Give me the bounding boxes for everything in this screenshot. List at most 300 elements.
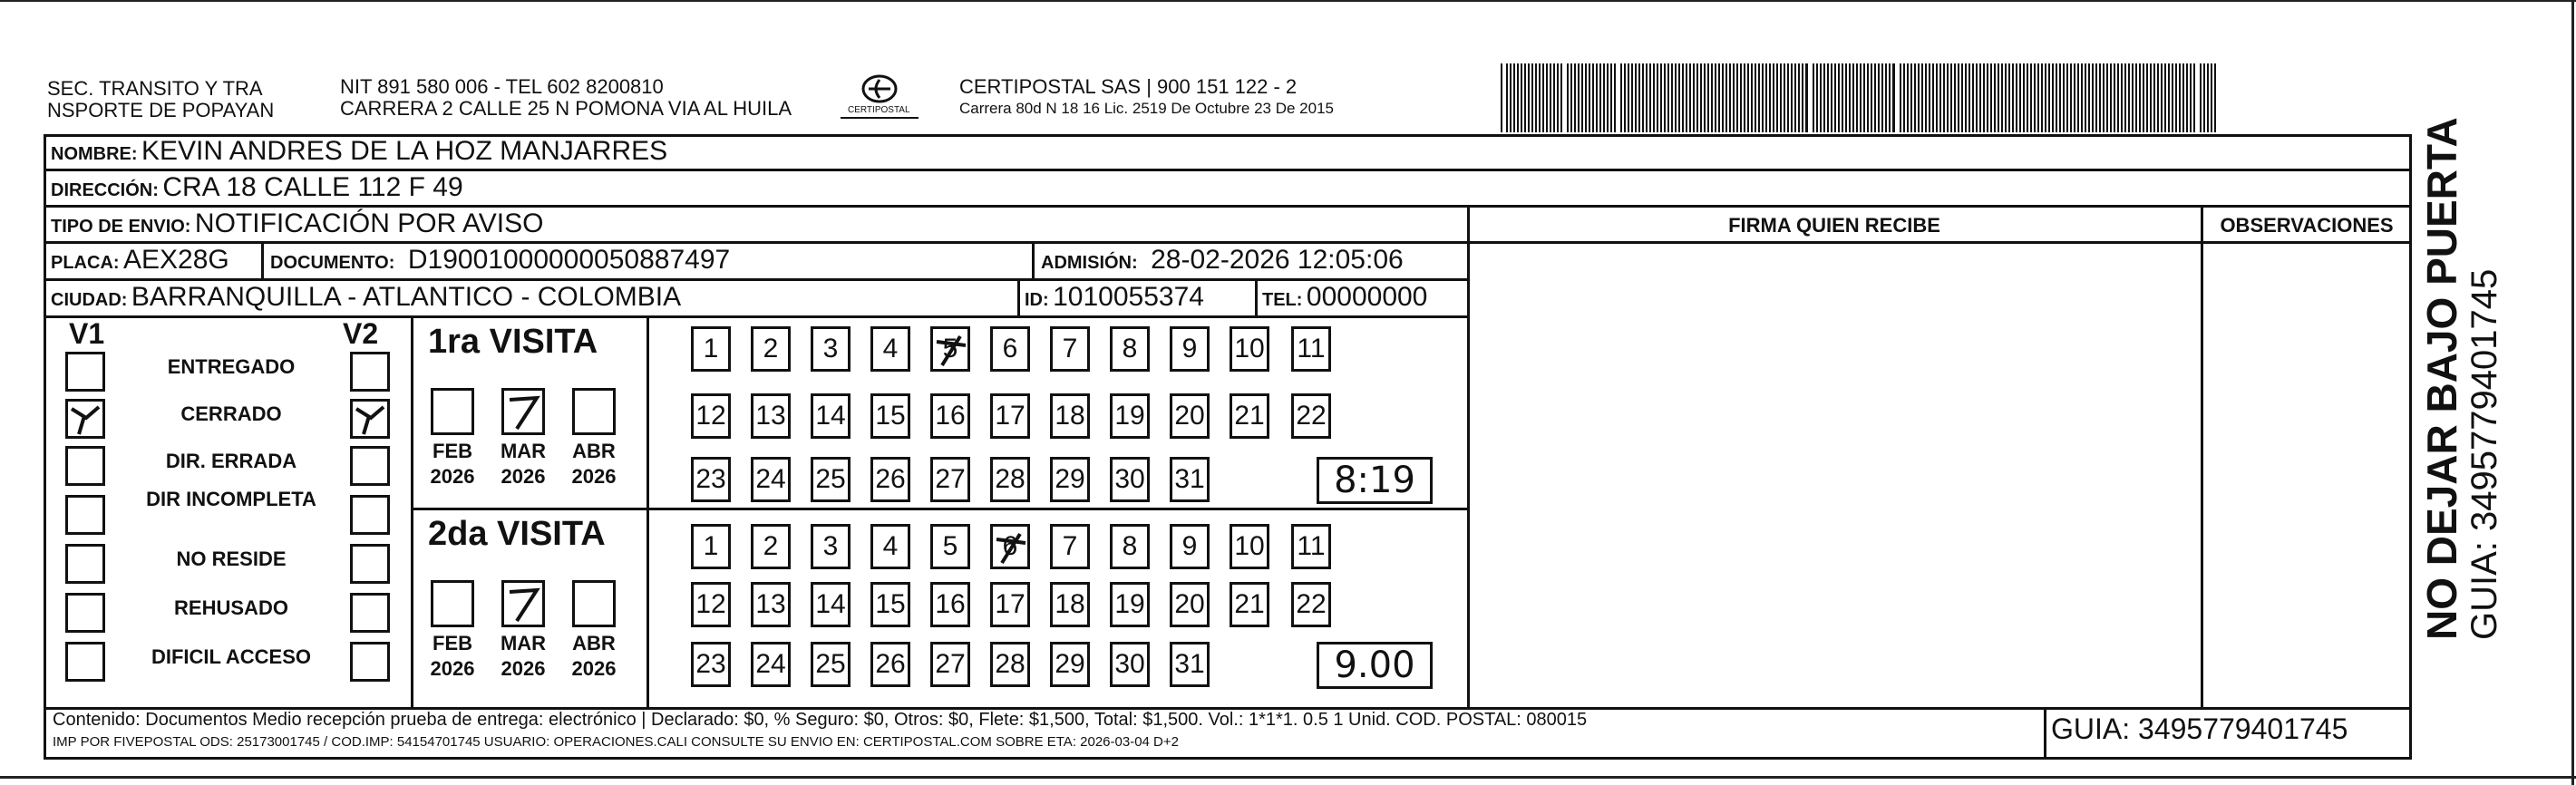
visit2-month-label <box>496 631 550 682</box>
barcode-bar <box>1874 63 1876 132</box>
barcode-bar <box>1589 63 1590 132</box>
barcode-bar <box>1693 63 1695 132</box>
visit2-day-box[interactable] <box>811 642 851 687</box>
barcode-bar <box>1823 63 1825 132</box>
observaciones-header: OBSERVACIONES <box>2220 214 2394 237</box>
day-number: 18 <box>1055 589 1085 619</box>
status-checkbox-v2[interactable] <box>350 399 390 439</box>
barcode-bar <box>2182 63 2184 132</box>
barcode-bar <box>1827 63 1829 132</box>
tel-row <box>1262 282 1427 313</box>
month-year: 2026 <box>501 465 546 488</box>
barcode-bar <box>1671 63 1673 132</box>
barcode-bar <box>2037 63 2039 132</box>
certipostal-logo <box>839 73 920 123</box>
visit2-month-checkbox[interactable] <box>501 580 545 627</box>
day-number: 25 <box>815 464 846 494</box>
visit2-day-box[interactable] <box>990 642 1030 687</box>
barcode-bar <box>2117 63 2119 132</box>
status-checkbox-v2[interactable] <box>350 352 390 392</box>
visit2-day-box[interactable] <box>691 524 731 569</box>
status-checkbox-v2[interactable] <box>350 544 390 584</box>
barcode-bar <box>1733 63 1735 132</box>
visit1-day-box[interactable] <box>691 326 731 372</box>
status-label: NO RESIDE <box>176 548 287 570</box>
visit1-day-box[interactable] <box>930 393 970 439</box>
visit1-day-box[interactable] <box>691 393 731 439</box>
barcode-bar <box>1860 63 1862 132</box>
barcode-bar <box>1620 63 1622 132</box>
barcode-bar <box>2095 63 2097 132</box>
barcode-bar <box>2143 63 2144 132</box>
check-mark-icon <box>68 402 102 436</box>
day-number: 20 <box>1174 589 1205 619</box>
visit1-day-box[interactable] <box>1110 393 1150 439</box>
day-mark-icon <box>993 527 1029 567</box>
documento-label: DOCUMENTO: <box>270 253 395 273</box>
barcode-bar <box>2023 63 2025 132</box>
barcode-bar <box>1816 63 1818 132</box>
barcode-bar <box>1758 63 1760 132</box>
barcode-bar <box>1736 63 1738 132</box>
barcode-bar <box>1542 63 1544 132</box>
visit1-day-box[interactable] <box>870 393 910 439</box>
barcode-bar <box>2114 63 2115 132</box>
barcode-bar <box>2124 63 2126 132</box>
barcode-bar <box>2005 63 2007 132</box>
check-mark-icon <box>504 391 542 432</box>
barcode-bar <box>1838 63 1840 132</box>
barcode-bar <box>1813 63 1814 132</box>
visit2-day-box[interactable] <box>870 524 910 569</box>
tel-label: TEL: <box>1262 290 1303 310</box>
barcode-bar <box>1546 63 1548 132</box>
day-number: 6 <box>1002 531 1018 561</box>
day-number: 26 <box>875 464 906 494</box>
day-number: 14 <box>815 401 846 431</box>
barcode-bar <box>1910 63 1912 132</box>
barcode-bar <box>2214 63 2216 132</box>
tipo-label: TIPO DE ENVIO: <box>51 217 191 237</box>
company-line: CERTIPOSTAL SAS | 900 151 122 - 2 <box>959 75 1298 98</box>
visit1-day-box[interactable] <box>870 326 910 372</box>
barcode-bar <box>1531 63 1533 132</box>
month-name: FEB <box>433 632 472 654</box>
barcode-bar <box>2207 63 2209 132</box>
status-checkbox-v2[interactable] <box>350 593 390 633</box>
visit1-day-box[interactable] <box>1291 326 1331 372</box>
barcode-bar <box>1892 63 1895 132</box>
day-number: 26 <box>875 649 906 679</box>
barcode-bar <box>2045 63 2046 132</box>
visit2-day-box[interactable] <box>751 642 791 687</box>
barcode-bar <box>1557 63 1559 132</box>
status-label: DIR. ERRADA <box>165 450 297 472</box>
visit1-day-box[interactable] <box>930 326 970 372</box>
visit1-day-box[interactable] <box>1110 326 1150 372</box>
barcode-bar <box>1929 63 1930 132</box>
barcode-bar <box>1747 63 1749 132</box>
visit2-day-box[interactable] <box>1110 582 1150 627</box>
visit1-day-box[interactable] <box>1170 393 1210 439</box>
day-number: 16 <box>935 401 966 431</box>
barcode-bar <box>1805 63 1808 132</box>
barcode-bar <box>1592 63 1594 132</box>
barcode-bar <box>1744 63 1745 132</box>
check-mark-icon <box>504 583 542 625</box>
barcode-bar <box>1501 63 1502 132</box>
barcode-bar <box>1729 63 1731 132</box>
visit1-day-box[interactable] <box>1050 457 1090 502</box>
visit2-day-box[interactable] <box>811 582 851 627</box>
visit2-day-box[interactable] <box>1291 582 1331 627</box>
barcode-bar <box>2135 63 2137 132</box>
day-number: 14 <box>815 589 846 619</box>
barcode-bar <box>2200 63 2202 132</box>
side-guia: GUIA: 3495779401745 <box>2464 268 2504 640</box>
day-number: 8 <box>1122 334 1138 363</box>
barcode-bar <box>2164 63 2166 132</box>
firma-header: FIRMA QUIEN RECIBE <box>1728 214 1940 237</box>
visit1-day-box[interactable] <box>990 457 1030 502</box>
day-number: 1 <box>703 531 719 561</box>
documento-row <box>270 245 730 276</box>
month-name: ABR <box>572 440 616 462</box>
visit2-day-box[interactable] <box>1170 582 1210 627</box>
day-number: 3 <box>822 531 839 561</box>
visit2-day-box[interactable] <box>1170 524 1210 569</box>
day-number: 8 <box>1122 531 1138 561</box>
barcode-bar <box>1965 63 1967 132</box>
barcode-bar <box>1585 63 1587 132</box>
month-name: MAR <box>500 440 547 462</box>
barcode-bar <box>1711 63 1713 132</box>
footer-imp: IMP POR FIVEPOSTAL ODS: 25173001745 / COD.IMP: 54154701745 USUARIO: OPERACIONES.CALI CONSULTE SU ENVIO EN: CERTIPOSTAL.COM SOBRE ETA: 2026-03-04 D+2 <box>53 734 1179 750</box>
barcode-bar <box>1700 63 1702 132</box>
visit1-day-box[interactable] <box>990 393 1030 439</box>
visit2-month-label <box>567 631 621 682</box>
id-label: ID: <box>1025 290 1049 310</box>
barcode-bar <box>2085 63 2086 132</box>
barcode-bar <box>1653 63 1655 132</box>
day-number: 23 <box>695 649 726 679</box>
footer-contenido: Contenido: Documentos Medio recepción prueba de entrega: electrónico | Declarado: $0, % Seguro: $0, Otros: $0, Flete: $1,500, Total: $1,500. Vol.: 1*1*1. 0.5 1 Unid. COD. POSTAL: 080015 <box>53 710 1588 730</box>
month-year: 2026 <box>571 465 617 488</box>
barcode-bar <box>1907 63 1909 132</box>
barcode-bar <box>1943 63 1945 132</box>
day-number: 13 <box>755 589 786 619</box>
visit2-day-box[interactable] <box>1110 642 1150 687</box>
visit1-day-box[interactable] <box>1291 393 1331 439</box>
day-number: 22 <box>1296 589 1327 619</box>
barcode-bar <box>2168 63 2170 132</box>
visit2-day-box[interactable] <box>930 582 970 627</box>
barcode-bar <box>1950 63 1952 132</box>
barcode-bar <box>1696 63 1698 132</box>
barcode-bar <box>1686 63 1687 132</box>
barcode-bar <box>2081 63 2083 132</box>
barcode-bar <box>1704 63 1706 132</box>
logo-icon <box>839 73 920 123</box>
barcode-bar <box>1849 63 1851 132</box>
barcode-bar <box>2211 63 2212 132</box>
address-line: CARRERA 2 CALLE 25 N POMONA VIA AL HUILA <box>340 97 792 120</box>
visit2-day-box[interactable] <box>1291 524 1331 569</box>
direccion-value: CRA 18 CALLE 112 F 49 <box>162 172 463 202</box>
visit1-day-box[interactable] <box>1050 393 1090 439</box>
barcode-bar <box>1979 63 1981 132</box>
status-checkbox-v1[interactable] <box>65 593 105 633</box>
visit1-day-box[interactable] <box>811 457 851 502</box>
visit2-day-box[interactable] <box>870 582 910 627</box>
visit1-time-box[interactable]: 8:19 <box>1317 457 1433 504</box>
barcode-bar <box>1678 63 1680 132</box>
barcode-bar <box>1513 63 1515 132</box>
documento-value: D19001000000050887497 <box>407 245 731 275</box>
day-number: 25 <box>815 649 846 679</box>
barcode-bar <box>2012 63 2014 132</box>
barcode-bar <box>1660 63 1662 132</box>
day-number: 31 <box>1174 464 1205 494</box>
barcode-bar <box>1539 63 1541 132</box>
barcode-bar <box>1780 63 1782 132</box>
visit1-day-box[interactable] <box>811 326 851 372</box>
visit2-day-box[interactable] <box>1050 642 1090 687</box>
barcode-bar <box>1852 63 1854 132</box>
barcode-bar <box>1535 63 1537 132</box>
status-checkbox-v2[interactable] <box>350 642 390 682</box>
visit2-day-box[interactable] <box>990 582 1030 627</box>
barcode-bar <box>1614 63 1616 132</box>
day-number: 4 <box>882 334 899 363</box>
visit2-day-box[interactable] <box>1170 642 1210 687</box>
barcode-bar <box>1939 63 1941 132</box>
visit1-day-box[interactable] <box>751 457 791 502</box>
barcode-bar <box>2066 63 2068 132</box>
day-number: 10 <box>1234 531 1265 561</box>
barcode-bar <box>1968 63 1970 132</box>
status-checkbox-v1[interactable] <box>65 446 105 486</box>
ciudad-value: BARRANQUILLA - ATLANTICO - COLOMBIA <box>131 282 682 312</box>
visit1-month-checkbox[interactable] <box>501 388 545 435</box>
barcode-bar <box>1903 63 1905 132</box>
barcode-bar <box>1599 63 1601 132</box>
day-number: 9 <box>1181 531 1198 561</box>
visit1-day-box[interactable] <box>1230 393 1269 439</box>
barcode-bar <box>2056 63 2057 132</box>
visit1-day-box[interactable] <box>1110 457 1150 502</box>
day-number: 17 <box>995 401 1026 431</box>
barcode-bar <box>1961 63 1963 132</box>
id-value: 1010055374 <box>1053 282 1204 312</box>
day-number: 16 <box>935 589 966 619</box>
day-number: 2 <box>763 334 779 363</box>
nombre-value: KEVIN ANDRES DE LA HOZ MANJARRES <box>141 136 668 166</box>
barcode-bar <box>1842 63 1843 132</box>
visit2-day-box[interactable] <box>691 642 731 687</box>
visit2-day-box[interactable] <box>691 582 731 627</box>
barcode-bar <box>1603 63 1605 132</box>
barcode-bar <box>2001 63 2003 132</box>
company-address: Carrera 80d N 18 16 Lic. 2519 De Octubre 23 De 2015 <box>959 100 1334 117</box>
barcode-bar <box>2175 63 2177 132</box>
status-label: ENTREGADO <box>167 355 296 378</box>
barcode-bar <box>1794 63 1796 132</box>
visit1-day-box[interactable] <box>930 457 970 502</box>
visit2-month-checkbox[interactable] <box>431 580 474 627</box>
visit1-month-label <box>567 439 621 489</box>
barcode-bar <box>1889 63 1891 132</box>
barcode-bar <box>2070 63 2072 132</box>
barcode-bar <box>1881 63 1883 132</box>
day-number: 15 <box>875 401 906 431</box>
barcode-bar <box>1506 63 1508 132</box>
placa-label: PLACA: <box>51 253 120 273</box>
barcode-bar <box>2008 63 2010 132</box>
v1-heading: V1 <box>69 317 105 350</box>
status-checkbox-v1[interactable] <box>65 642 105 682</box>
barcode-bar <box>1871 63 1872 132</box>
barcode-bar <box>1628 63 1629 132</box>
day-number: 27 <box>935 649 966 679</box>
barcode-bar <box>1932 63 1934 132</box>
visit2-day-box[interactable] <box>990 524 1030 569</box>
visit2-day-box[interactable] <box>1110 524 1150 569</box>
barcode-bar <box>1635 63 1637 132</box>
day-number: 30 <box>1114 649 1145 679</box>
visit1-day-box[interactable] <box>811 393 851 439</box>
barcode-bar <box>1725 63 1727 132</box>
visit1-day-box[interactable] <box>691 457 731 502</box>
day-number: 5 <box>942 334 958 363</box>
visit1-month-checkbox[interactable] <box>572 388 616 435</box>
barcode-bar <box>2074 63 2075 132</box>
day-number: 21 <box>1234 589 1265 619</box>
visit1-day-box[interactable] <box>751 326 791 372</box>
visit1-month-checkbox[interactable] <box>431 388 474 435</box>
month-year: 2026 <box>430 657 475 680</box>
barcode-bar <box>1578 63 1580 132</box>
visit1-month-label <box>425 439 480 489</box>
barcode-bar <box>1517 63 1519 132</box>
day-number: 24 <box>755 464 786 494</box>
status-checkbox-v1[interactable] <box>65 544 105 584</box>
barcode-bar <box>1718 63 1720 132</box>
visit2-day-box[interactable] <box>751 582 791 627</box>
barcode-bar <box>2048 63 2050 132</box>
day-number: 15 <box>875 589 906 619</box>
v2-heading: V2 <box>343 317 379 350</box>
visit1-day-box[interactable] <box>1170 326 1210 372</box>
visit2-day-box[interactable] <box>1050 582 1090 627</box>
barcode-bar <box>2110 63 2112 132</box>
day-number: 12 <box>695 401 726 431</box>
barcode-bar <box>1649 63 1651 132</box>
status-checkbox-v1[interactable] <box>65 495 105 535</box>
day-number: 28 <box>995 464 1026 494</box>
visit2-day-box[interactable] <box>930 642 970 687</box>
visit1-day-box[interactable] <box>1230 326 1269 372</box>
admision-value: 28-02-2026 12:05:06 <box>1151 245 1404 275</box>
day-number: 21 <box>1234 401 1265 431</box>
barcode-bar <box>2203 63 2205 132</box>
barcode-bar <box>2128 63 2130 132</box>
barcode-bar <box>1990 63 1992 132</box>
bottom-edge-line <box>0 776 2576 779</box>
barcode-bar <box>1972 63 1974 132</box>
visit2-time-box[interactable]: 9.00 <box>1317 642 1433 689</box>
visit1-day-box[interactable] <box>870 457 910 502</box>
visit1-day-box[interactable] <box>1050 326 1090 372</box>
month-year: 2026 <box>571 657 617 680</box>
visit2-day-box[interactable] <box>1050 524 1090 569</box>
barcode-bar <box>1624 63 1626 132</box>
day-number: 31 <box>1174 649 1205 679</box>
barcode-bar <box>1798 63 1800 132</box>
visit2-day-box[interactable] <box>751 524 791 569</box>
barcode-bar <box>1521 63 1522 132</box>
barcode-bar <box>2059 63 2061 132</box>
month-year: 2026 <box>430 465 475 488</box>
barcode-bar <box>1987 63 1988 132</box>
admision-row <box>1041 245 1404 276</box>
day-number: 13 <box>755 401 786 431</box>
visit2-day-box[interactable] <box>930 524 970 569</box>
visit2-month-checkbox[interactable] <box>572 580 616 627</box>
status-checkbox-v1[interactable] <box>65 352 105 392</box>
day-number: 12 <box>695 589 726 619</box>
status-label: REHUSADO <box>174 596 288 619</box>
day-number: 11 <box>1297 334 1326 363</box>
visit2-day-box[interactable] <box>870 642 910 687</box>
barcode-bar <box>2016 63 2017 132</box>
barcode-bar <box>1791 63 1793 132</box>
status-checkbox-v2[interactable] <box>350 495 390 535</box>
barcode-bar <box>1607 63 1609 132</box>
visit1-day-box[interactable] <box>990 326 1030 372</box>
day-number: 24 <box>755 649 786 679</box>
barcode-bar <box>1574 63 1576 132</box>
barcode-bar <box>2027 63 2028 132</box>
side-warning: NO DEJAR BAJO PUERTA <box>2418 117 2465 640</box>
barcode-bar <box>1820 63 1822 132</box>
status-checkbox-v2[interactable] <box>350 446 390 486</box>
day-number: 3 <box>822 334 839 363</box>
visit1-day-box[interactable] <box>751 393 791 439</box>
right-edge-line <box>2571 0 2574 785</box>
status-label: CERRADO <box>180 402 282 425</box>
barcode-bar <box>1936 63 1938 132</box>
visit2-day-box[interactable] <box>1230 524 1269 569</box>
barcode-bar <box>1646 63 1648 132</box>
side-text <box>2419 117 2504 640</box>
visit2-day-box[interactable] <box>1230 582 1269 627</box>
visit2-month-label <box>425 631 480 682</box>
barcode-bar <box>1570 63 1572 132</box>
barcode-bar <box>2161 63 2163 132</box>
day-number: 1 <box>703 334 719 363</box>
visit2-day-box[interactable] <box>811 524 851 569</box>
status-checkbox-v1[interactable] <box>65 399 105 439</box>
barcode-bar <box>1631 63 1633 132</box>
barcode-bar <box>2092 63 2094 132</box>
barcode <box>1501 63 2226 132</box>
ciudad-row <box>51 282 681 313</box>
visit1-day-box[interactable] <box>1170 457 1210 502</box>
direccion-label: DIRECCIÓN: <box>51 180 159 200</box>
barcode-bar <box>1863 63 1865 132</box>
barcode-bar <box>2186 63 2188 132</box>
